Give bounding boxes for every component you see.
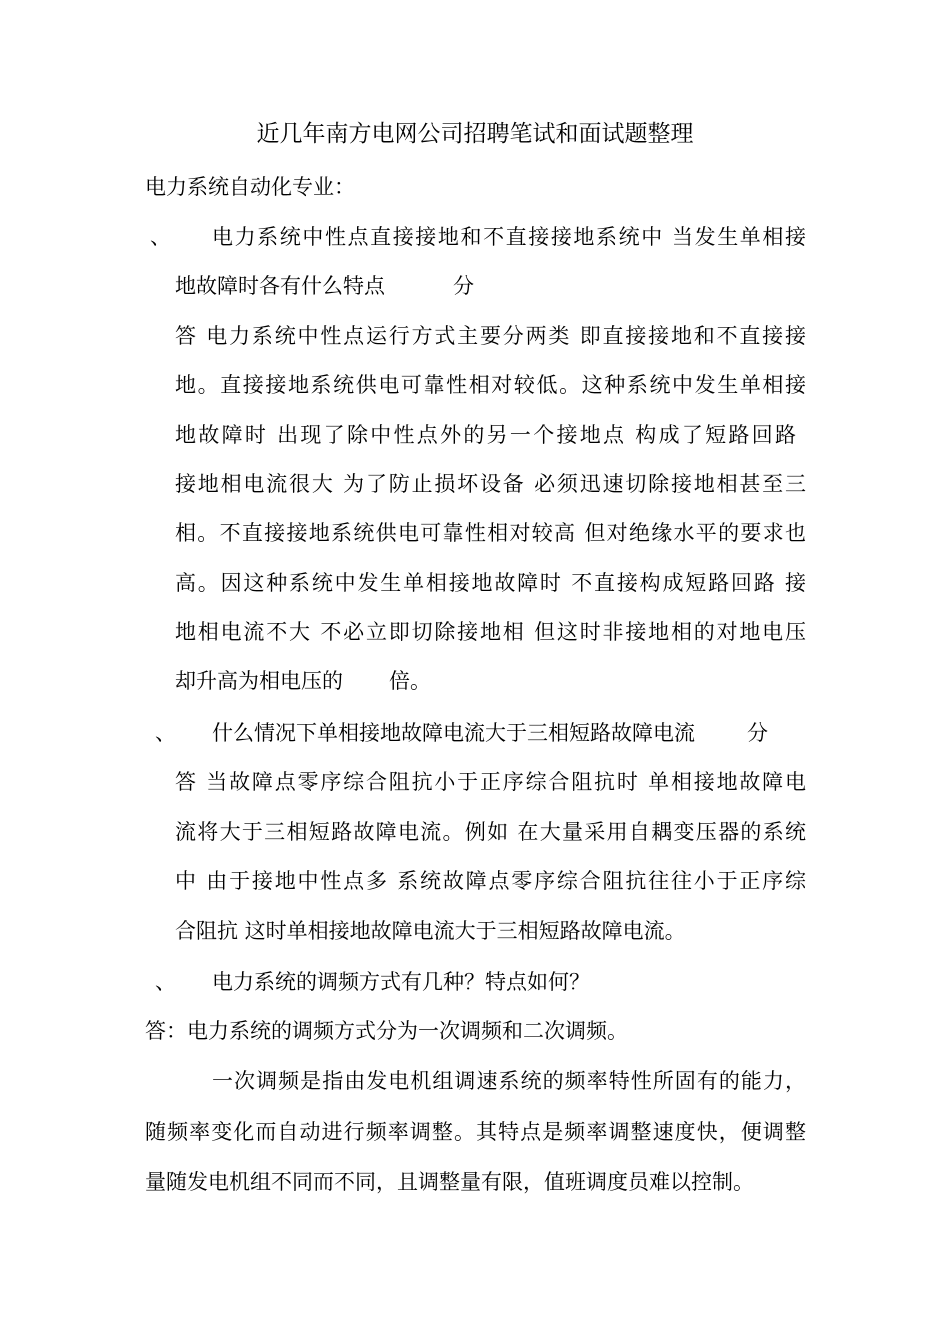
answer-1-line: 地故障时 出现了除中性点外的另一个接地点 构成了短路回路 <box>175 423 796 447</box>
answer-1-line: 接地相电流很大 为了防止损坏设备 必须迅速切除接地相甚至三 <box>175 472 806 496</box>
answer-2-line: 合阻抗 这时单相接地故障电流大于三相短路故障电流。 <box>175 919 686 943</box>
list-marker: 、 <box>150 225 171 249</box>
answer-2-line: 答 当故障点零序综合阻抗小于正序综合阻抗时 单相接地故障电 <box>175 770 806 794</box>
answer-3-intro: 答：电力系统的调频方式分为一次调频和二次调频。 <box>145 1019 628 1043</box>
question-1-line-2 <box>175 271 474 301</box>
question-3-line-1: 电力系统的调频方式有几种？特点如何？ <box>212 970 590 994</box>
question-2-line-1 <box>212 718 768 748</box>
list-marker: 、 <box>155 721 176 745</box>
answer-1-line: 高。因这种系统中发生单相接地故障时 不直接构成短路回路 接 <box>175 571 806 595</box>
answer-1-last-tail: 倍。 <box>389 669 431 693</box>
answer-3-paragraph-line: 随频率变化而自动进行频率调整。其特点是频率调整速度快，便调整 <box>145 1120 806 1144</box>
answer-1-last-text: 却升高为相电压的 <box>175 669 343 693</box>
question-1-score: 分 <box>453 274 474 298</box>
document-title: 近几年南方电网公司招聘笔试和面试题整理 <box>256 121 694 147</box>
list-marker: 、 <box>155 970 176 994</box>
answer-1-line: 相。不直接接地系统供电可靠性相对较高 但对绝缘水平的要求也 <box>175 521 806 545</box>
answer-2-line: 中 由于接地中性点多 系统故障点零序综合阻抗往往小于正序综 <box>175 869 806 893</box>
question-2-text: 什么情况下单相接地故障电流大于三相短路故障电流 <box>212 721 695 745</box>
answer-1-line: 地。直接接地系统供电可靠性相对较低。这种系统中发生单相接 <box>175 373 806 397</box>
question-1-line-2-text: 地故障时各有什么特点 <box>175 274 385 298</box>
answer-2-line: 流将大于三相短路故障电流。例如 在大量采用自耦变压器的系统 <box>175 820 806 844</box>
section-heading: 电力系统自动化专业： <box>145 175 355 199</box>
answer-1-line: 地相电流不大 不必立即切除接地相 但这时非接地相的对地电压 <box>175 620 806 644</box>
answer-1-last-line <box>175 666 431 696</box>
answer-3-paragraph-line: 一次调频是指由发电机组调速系统的频率特性所固有的能力， <box>212 1069 806 1093</box>
answer-1-line: 答 电力系统中性点运行方式主要分两类 即直接接地和不直接接 <box>175 324 806 348</box>
question-1-line-1: 电力系统中性点直接接地和不直接接地系统中 当发生单相接 <box>212 225 806 249</box>
answer-3-paragraph-line: 量随发电机组不同而不同，且调整量有限，值班调度员难以控制。 <box>145 1170 754 1194</box>
question-2-score: 分 <box>747 721 768 745</box>
